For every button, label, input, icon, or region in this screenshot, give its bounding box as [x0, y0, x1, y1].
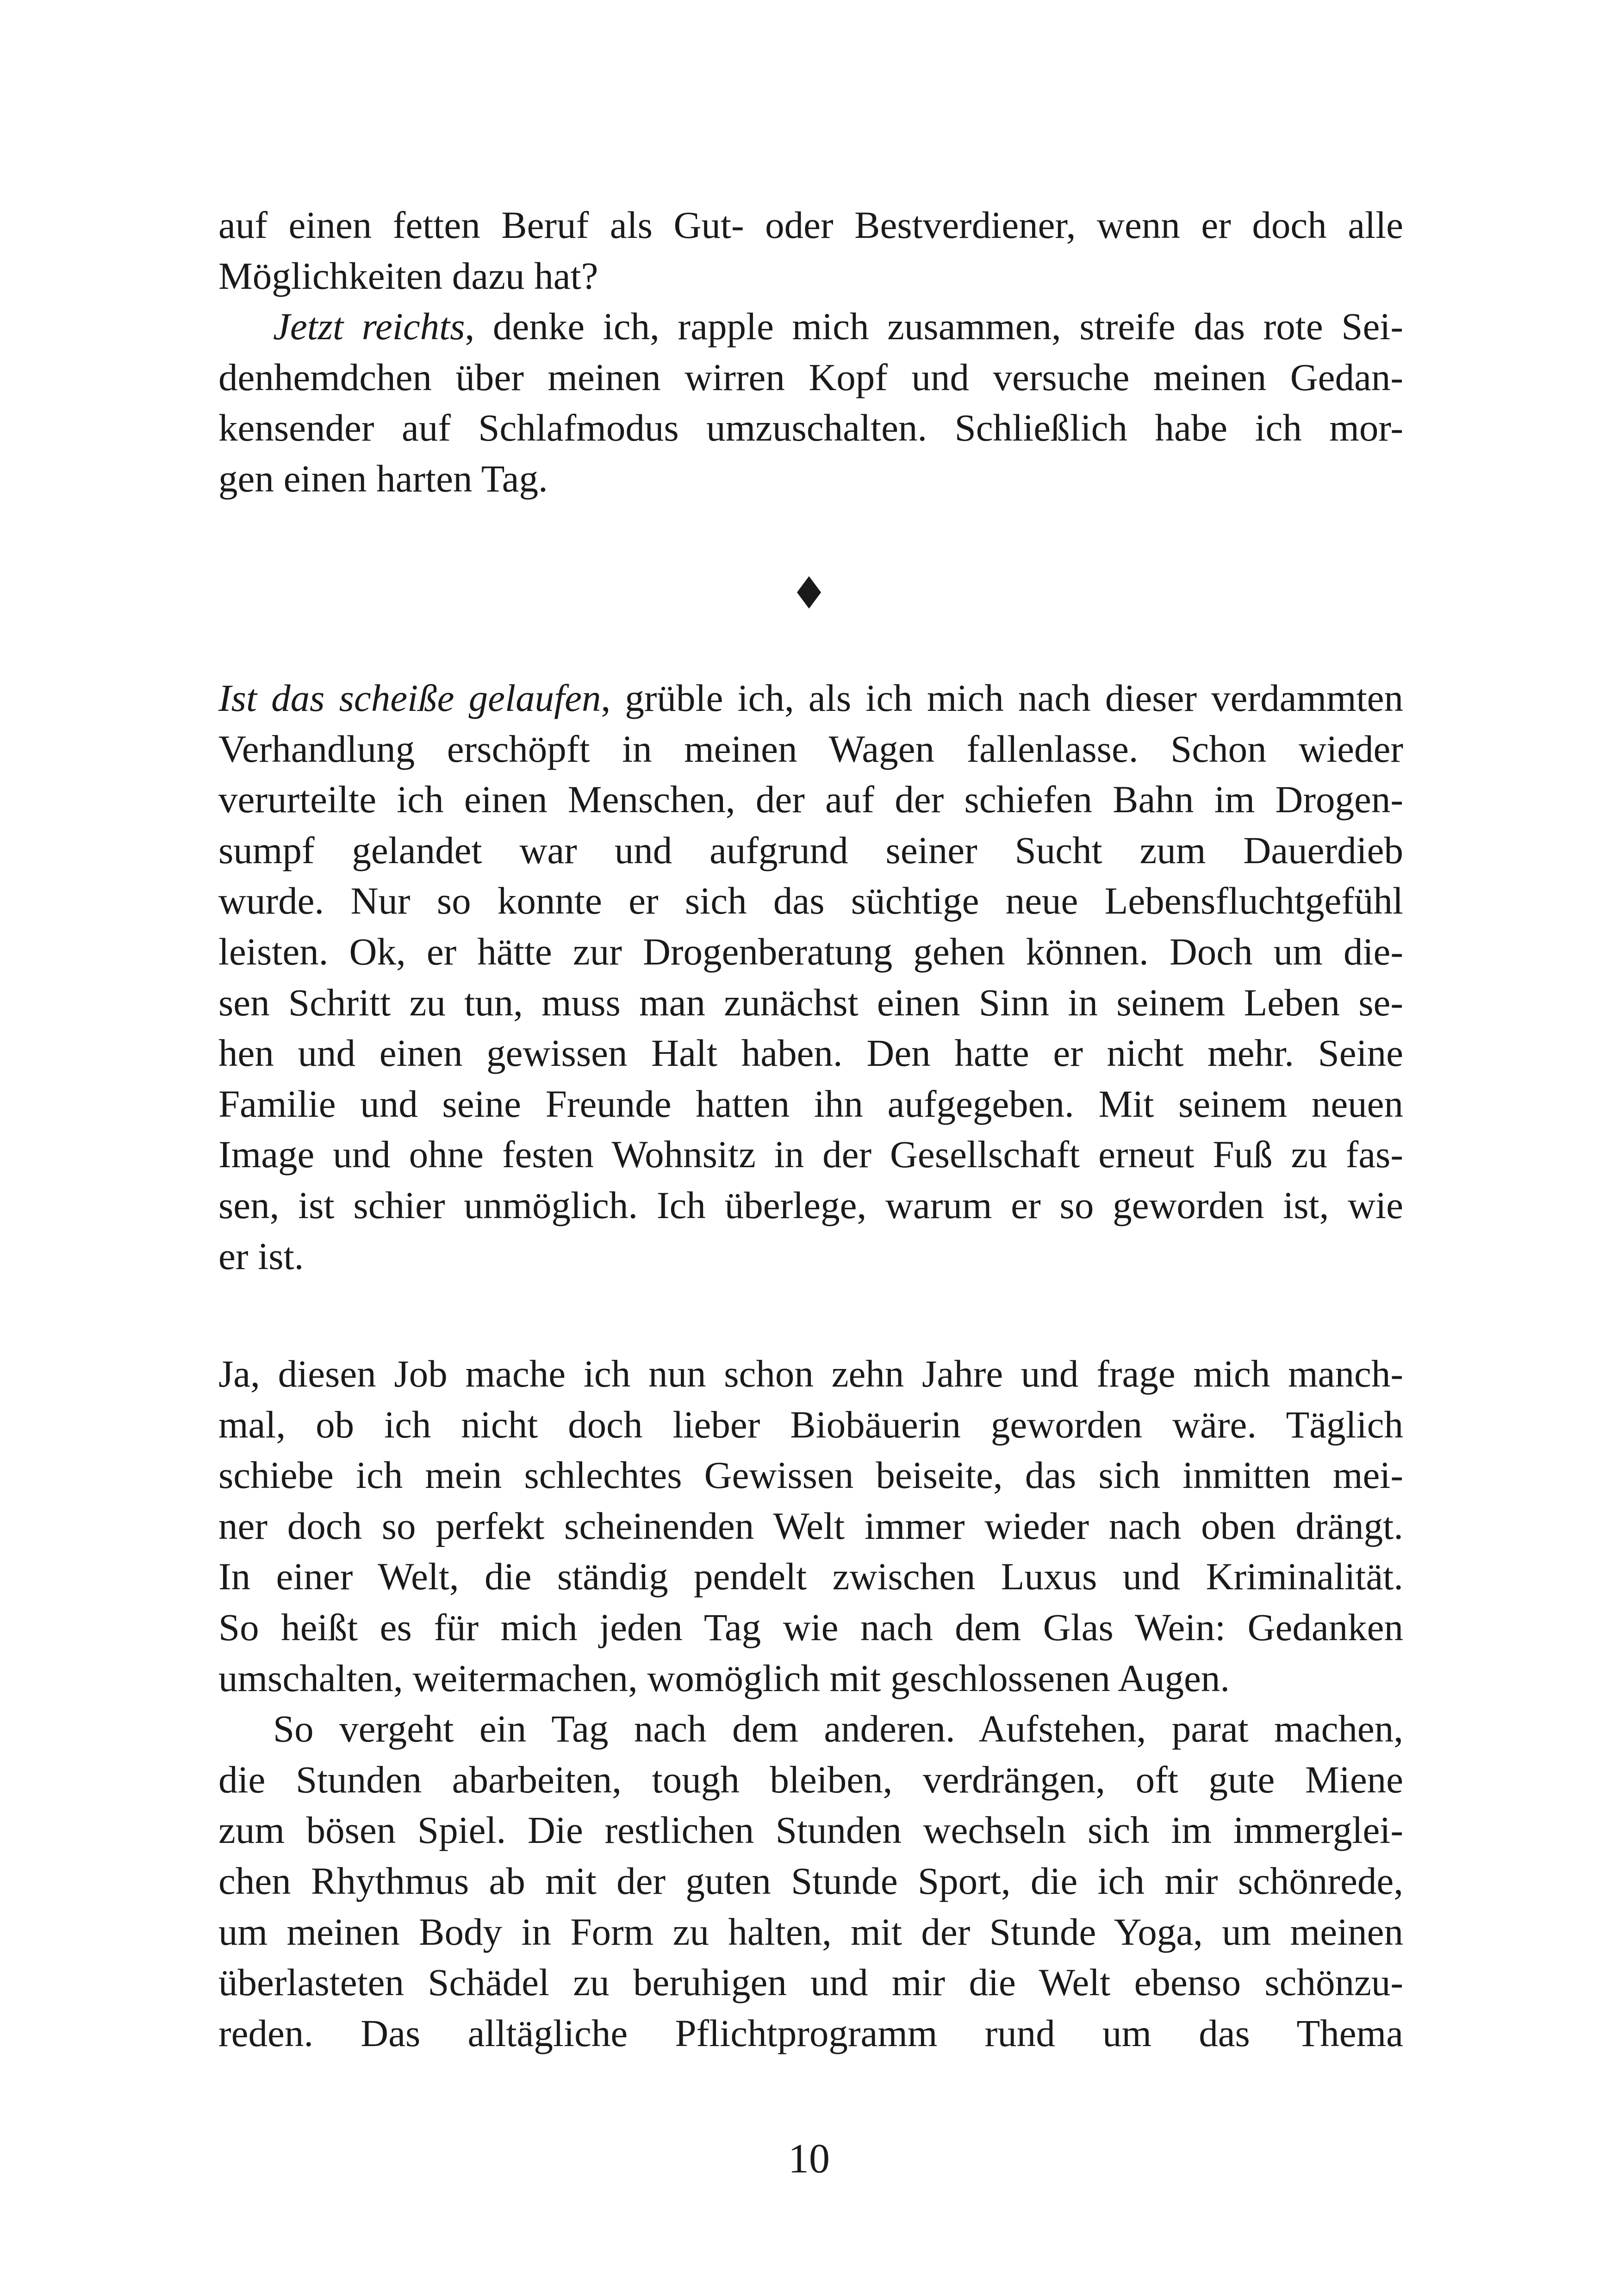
paragraph-4-line-1: Ja, diesen Job mache ich nun schon zehn Jahre und frage mich manch- — [218, 1352, 1403, 1395]
paragraph-2-line-2: denhemdchen über meinen wirren Kopf und versuche meinen Gedan- — [218, 355, 1403, 398]
paragraph-4-line-3: schiebe ich mein schlechtes Gewissen beiseite, das sich inmitten mei- — [218, 1454, 1403, 1497]
paragraph-3-line-11: sen, ist schier unmöglich. Ich überlege, warum er so geworden ist, wie — [218, 1183, 1403, 1226]
paragraph-2-line-1-rest: , denke ich, rapple mich zusammen, streife das rote Sei- — [465, 305, 1403, 348]
italic-thought: Jetzt reichts — [273, 305, 465, 348]
paragraph-2-line-4: gen einen harten Tag. — [218, 457, 548, 500]
italic-thought: Ist das scheiße gelaufen — [218, 677, 601, 719]
paragraph-2-line-1 — [218, 301, 1403, 352]
paragraph-3-line-5: wurde. Nur so konnte er sich das süchtige neue Lebensfluchtgefühl — [218, 879, 1403, 922]
paragraph-3-line-9: Familie und seine Freunde hatten ihn aufgegeben. Mit seinem neuen — [218, 1082, 1403, 1125]
paragraph-5-line-2: die Stunden abarbeiten, tough bleiben, verdrängen, oft gute Miene — [218, 1758, 1403, 1801]
text-block-middle — [218, 673, 1403, 1282]
paragraph-5-line-7: reden. Das alltägliche Pflichtprogramm rund um das Thema — [218, 2011, 1403, 2054]
paragraph-3-line-7: sen Schritt zu tun, muss man zunächst einen Sinn in seinem Leben se- — [218, 981, 1403, 1024]
page-number: 10 — [788, 2136, 830, 2182]
paragraph-4-line-6: So heißt es für mich jeden Tag wie nach dem Glas Wein: Gedanken — [218, 1605, 1403, 1649]
paragraph-3-line-4: sumpf gelandet war und aufgrund seiner Sucht zum Dauerdieb — [218, 828, 1403, 871]
paragraph-3-line-6: leisten. Ok, er hätte zur Drogenberatung gehen können. Doch um die- — [218, 930, 1403, 973]
paragraph-4-line-7: umschalten, weitermachen, womöglich mit geschlossenen Augen. — [218, 1656, 1230, 1699]
text-block-bottom — [218, 1349, 1403, 2059]
paragraph-3-line-12: er ist. — [218, 1234, 304, 1277]
paragraph-4-line-2: mal, ob ich nicht doch lieber Biobäuerin geworden wäre. Täglich — [218, 1403, 1403, 1446]
diamond-icon — [796, 575, 822, 610]
paragraph-4-line-5: In einer Welt, die ständig pendelt zwischen Luxus und Kriminalität. — [218, 1555, 1403, 1598]
paragraph-3-line-8: hen und einen gewissen Halt haben. Den hatte er nicht mehr. Seine — [218, 1032, 1403, 1075]
paragraph-5-line-4: chen Rhythmus ab mit der guten Stunde Sport, die ich mir schönrede, — [218, 1859, 1403, 1902]
paragraph-1-line-1: auf einen fetten Beruf als Gut- oder Bestverdiener, wenn er doch alle — [218, 204, 1403, 246]
paragraph-5-line-1: So vergeht ein Tag nach dem anderen. Aufstehen, parat machen, — [273, 1707, 1403, 1750]
paragraph-5-line-3: zum bösen Spiel. Die restlichen Stunden wechseln sich im immerglei- — [218, 1809, 1403, 1852]
paragraph-3-line-2: Verhandlung erschöpft in meinen Wagen fallenlasse. Schon wieder — [218, 727, 1403, 770]
paragraph-4-line-4: ner doch so perfekt scheinenden Welt immer wieder nach oben drängt. — [218, 1504, 1403, 1547]
paragraph-5-line-6: überlasteten Schädel zu beruhigen und mir die Welt ebenso schönzu- — [218, 1961, 1403, 2004]
paragraph-3-line-3: verurteilte ich einen Menschen, der auf der schiefen Bahn im Drogen- — [218, 778, 1403, 821]
text-block-top — [218, 200, 1403, 504]
paragraph-3-line-1 — [218, 673, 1403, 724]
paragraph-3-line-10: Image und ohne festen Wohnsitz in der Gesellschaft erneut Fuß zu fas- — [218, 1133, 1403, 1176]
paragraph-2-line-3: kensender auf Schlafmodus umzuschalten. Schließlich habe ich mor- — [218, 406, 1403, 449]
paragraph-5-line-5: um meinen Body in Form zu halten, mit der Stunde Yoga, um meinen — [218, 1910, 1403, 1953]
paragraph-3-line-1-rest: , grüble ich, als ich mich nach dieser verdammten — [601, 677, 1403, 719]
paragraph-1-line-2: Möglichkeiten dazu hat? — [218, 254, 598, 297]
scene-divider — [0, 574, 1618, 620]
